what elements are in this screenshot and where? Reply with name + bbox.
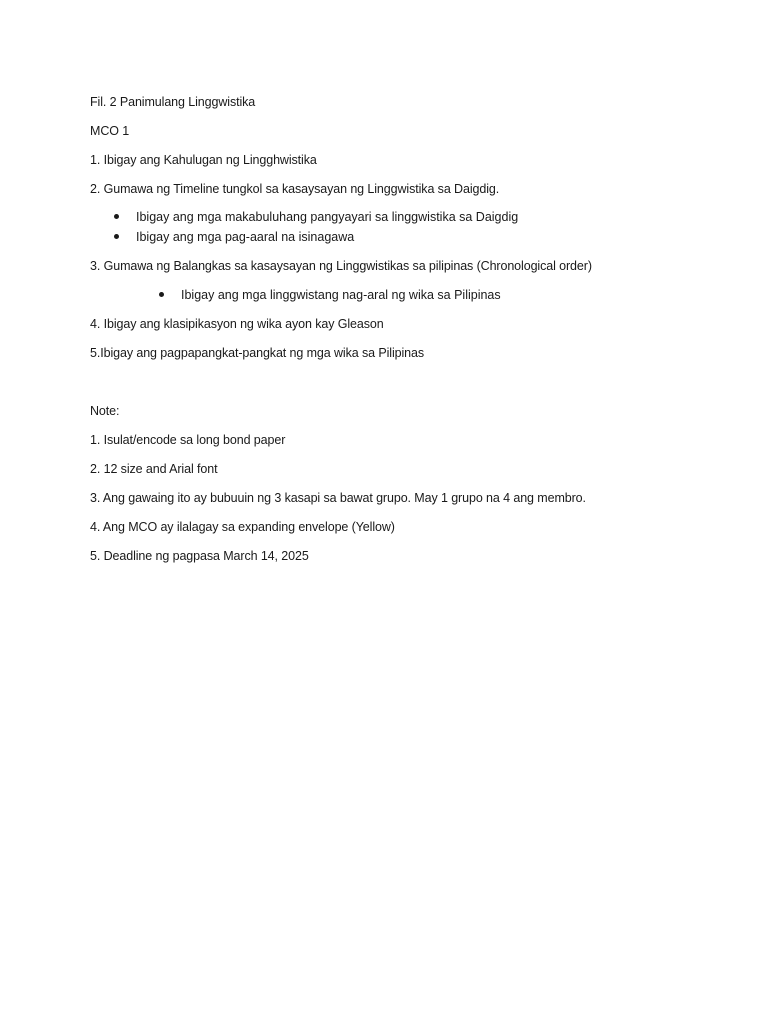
- bullet-icon: [114, 214, 119, 219]
- note-item-4: 4. Ang MCO ay ilalagay sa expanding envelope (Yellow): [90, 520, 395, 534]
- bullet-icon: [114, 234, 119, 239]
- note-item-5: 5. Deadline ng pagpasa March 14, 2025: [90, 549, 309, 563]
- bullet-icon: [159, 292, 164, 297]
- task-2: 2. Gumawa ng Timeline tungkol sa kasaysayan ng Linggwistika sa Daigdig.: [90, 182, 500, 196]
- note-item-2: 2. 12 size and Arial font: [90, 462, 218, 476]
- bullet-text: Ibigay ang mga linggwistang nag-aral ng wika sa Pilipinas: [181, 288, 501, 302]
- task-1: 1. Ibigay ang Kahulugan ng Lingghwistika: [90, 153, 317, 167]
- bullet-text: Ibigay ang mga makabuluhang pangyayari sa linggwistika sa Daigdig: [136, 210, 519, 224]
- task-3: 3. Gumawa ng Balangkas sa kasaysayan ng Linggwistikas sa pilipinas (Chronological order): [90, 259, 592, 273]
- bullet-text: Ibigay ang mga pag-aaral na isinagawa: [136, 230, 355, 244]
- note-item-3: 3. Ang gawaing ito ay bubuuin ng 3 kasapi sa bawat grupo. May 1 grupo na 4 ang membro.: [90, 491, 586, 505]
- note-item-1: 1. Isulat/encode sa long bond paper: [90, 433, 286, 447]
- task-5: 5.Ibigay ang pagpapangkat-pangkat ng mga wika sa Pilipinas: [90, 346, 425, 360]
- task-4: 4. Ibigay ang klasipikasyon ng wika ayon kay Gleason: [90, 317, 384, 331]
- assignment-title: MCO 1: [90, 124, 130, 138]
- course-title: Fil. 2 Panimulang Linggwistika: [90, 95, 256, 109]
- note-heading: Note:: [90, 404, 120, 418]
